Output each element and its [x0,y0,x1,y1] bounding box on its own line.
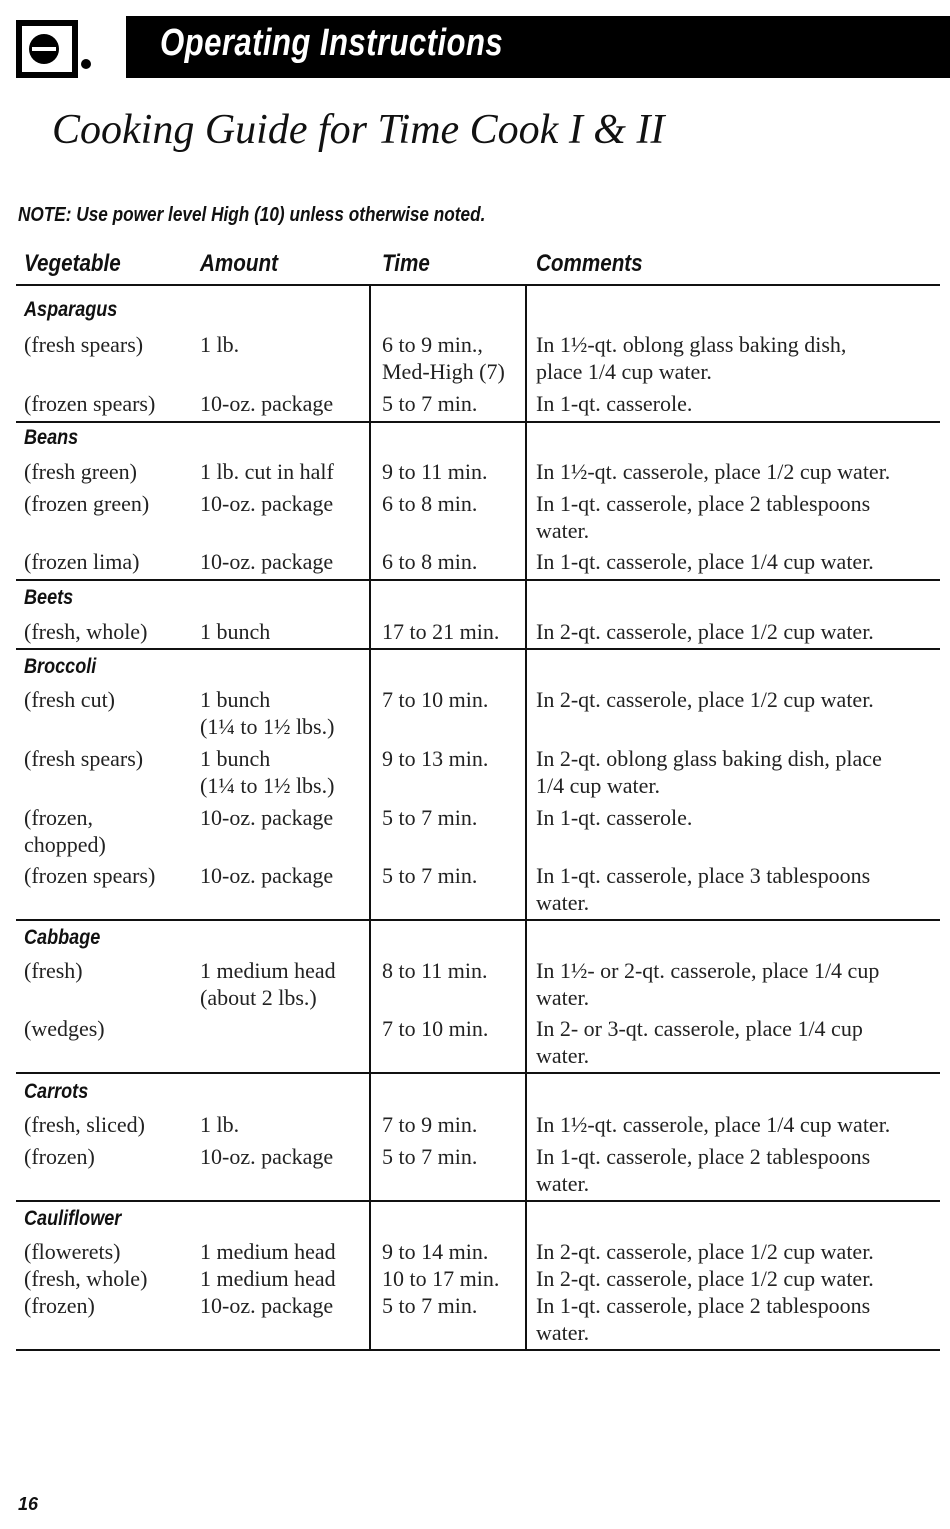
column-header-vegetable: Vegetable [24,250,121,277]
comments-cell-line2: place 1/4 cup water. [536,359,712,384]
comments-cell: In 2-qt. casserole, place 1/2 cup water. [536,1239,874,1264]
amount-cell: 1 bunch [200,687,271,712]
column-divider [369,285,371,1349]
comments-cell: In 1½-qt. casserole, place 1/2 cup water. [536,459,891,484]
category-beets: Beets [24,586,74,609]
amount-cell: 1 medium head [200,1239,336,1264]
comments-cell: In 1-qt. casserole, place 2 tablespoons [536,1144,871,1169]
time-cell: 6 to 9 min., [382,332,483,357]
category-beans: Beans [24,426,79,449]
amount-cell: 1 lb. [200,1112,240,1137]
category-broccoli: Broccoli [24,655,97,678]
amount-cell-line2: (about 2 lbs.) [200,985,317,1010]
comments-cell-line2: water. [536,890,590,915]
time-cell: 17 to 21 min. [382,619,500,644]
section-banner [126,16,950,78]
comments-cell: In 1-qt. casserole. [536,805,693,830]
vegetable-cell: (fresh cut) [24,687,116,712]
amount-cell: 1 lb. cut in half [200,459,334,484]
amount-cell: 1 bunch [200,746,271,771]
comments-cell-line2: water. [536,1320,590,1345]
time-cell: 7 to 10 min. [382,687,489,712]
section-title: Operating Instructions [160,22,504,64]
table-rule [16,421,940,423]
comments-cell: In 1-qt. casserole. [536,391,693,416]
column-divider [525,285,527,1349]
page-title: Cooking Guide for Time Cook I & II [52,107,665,153]
time-cell: 10 to 17 min. [382,1266,500,1291]
table-rule [16,1349,940,1351]
comments-cell: In 2-qt. oblong glass baking dish, place [536,746,882,771]
table-rule [16,579,940,581]
vegetable-cell: (fresh green) [24,459,137,484]
amount-cell-line2: (1¼ to 1½ lbs.) [200,773,335,798]
time-cell: 6 to 8 min. [382,491,478,516]
comments-cell-line2: water. [536,985,590,1010]
amount-cell: 1 medium head [200,1266,336,1291]
comments-cell: In 2-qt. casserole, place 1/2 cup water. [536,687,874,712]
time-cell: 9 to 11 min. [382,459,488,484]
category-asparagus: Asparagus [24,298,118,321]
amount-cell: 10-oz. package [200,549,334,574]
table-rule [16,1200,940,1202]
time-cell: 9 to 14 min. [382,1239,489,1264]
amount-cell: 10-oz. package [200,491,334,516]
table-rule [16,648,940,650]
page-header [14,16,940,78]
comments-cell: In 1-qt. casserole, place 2 tablespoons [536,491,871,516]
vegetable-cell: (flowerets) [24,1239,121,1264]
vegetable-cell: (frozen, [24,805,94,830]
amount-cell: 10-oz. package [200,805,334,830]
time-cell: 5 to 7 min. [382,863,478,888]
column-header-comments: Comments [536,250,643,277]
time-cell: 5 to 7 min. [382,1293,478,1318]
comments-cell: In 1-qt. casserole, place 3 tablespoons [536,863,871,888]
table-rule [16,284,940,286]
time-cell: 5 to 7 min. [382,391,478,416]
vegetable-cell: (fresh spears) [24,746,144,771]
time-cell: 5 to 7 min. [382,805,478,830]
comments-cell: In 1-qt. casserole, place 2 tablespoons [536,1293,871,1318]
amount-cell: 10-oz. package [200,391,334,416]
column-header-amount: Amount [200,250,278,277]
comments-cell: In 1-qt. casserole, place 1/4 cup water. [536,549,874,574]
amount-cell: 1 lb. [200,332,240,357]
comments-cell: In 2- or 3-qt. casserole, place 1/4 cup [536,1016,863,1041]
microwave-icon [14,18,94,78]
category-cauliflower: Cauliflower [24,1207,122,1230]
vegetable-cell: (wedges) [24,1016,105,1041]
amount-cell: 1 bunch [200,619,271,644]
table-rule [16,919,940,921]
time-cell: 8 to 11 min. [382,958,488,983]
comments-cell-line2: 1/4 cup water. [536,773,661,798]
vegetable-cell: (fresh, whole) [24,619,148,644]
comments-cell: In 2-qt. casserole, place 1/2 cup water. [536,1266,874,1291]
page-number: 16 [18,1494,39,1514]
vegetable-cell: (fresh, whole) [24,1266,148,1291]
vegetable-cell: (frozen spears) [24,863,156,888]
vegetable-cell: (frozen spears) [24,391,156,416]
time-cell-line2: Med-High (7) [382,359,505,384]
column-header-time: Time [382,250,430,277]
amount-cell: 1 medium head [200,958,336,983]
vegetable-cell: (frozen) [24,1144,95,1169]
time-cell: 7 to 9 min. [382,1112,478,1137]
category-carrots: Carrots [24,1080,89,1103]
time-cell: 9 to 13 min. [382,746,489,771]
vegetable-cell: (frozen lima) [24,549,140,574]
amount-cell-line2: (1¼ to 1½ lbs.) [200,714,335,739]
comments-cell-line2: water. [536,518,590,543]
amount-cell: 10-oz. package [200,1293,334,1318]
table-rule [16,1072,940,1074]
comments-cell: In 2-qt. casserole, place 1/2 cup water. [536,619,874,644]
vegetable-cell: (frozen green) [24,491,150,516]
vegetable-cell: (fresh spears) [24,332,144,357]
power-note: NOTE: Use power level High (10) unless otherwise noted. [18,204,486,226]
comments-cell-line2: water. [536,1043,590,1068]
vegetable-cell: (fresh) [24,958,83,983]
comments-cell: In 1½- or 2-qt. casserole, place 1/4 cup [536,958,880,983]
comments-cell: In 1½-qt. oblong glass baking dish, [536,332,847,357]
vegetable-cell: (fresh, sliced) [24,1112,145,1137]
comments-cell: In 1½-qt. casserole, place 1/4 cup water. [536,1112,891,1137]
time-cell: 5 to 7 min. [382,1144,478,1169]
time-cell: 7 to 10 min. [382,1016,489,1041]
category-cabbage: Cabbage [24,926,101,949]
amount-cell: 10-oz. package [200,863,334,888]
vegetable-cell-line2: chopped) [24,832,106,857]
comments-cell-line2: water. [536,1171,590,1196]
amount-cell: 10-oz. package [200,1144,334,1169]
vegetable-cell: (frozen) [24,1293,95,1318]
time-cell: 6 to 8 min. [382,549,478,574]
